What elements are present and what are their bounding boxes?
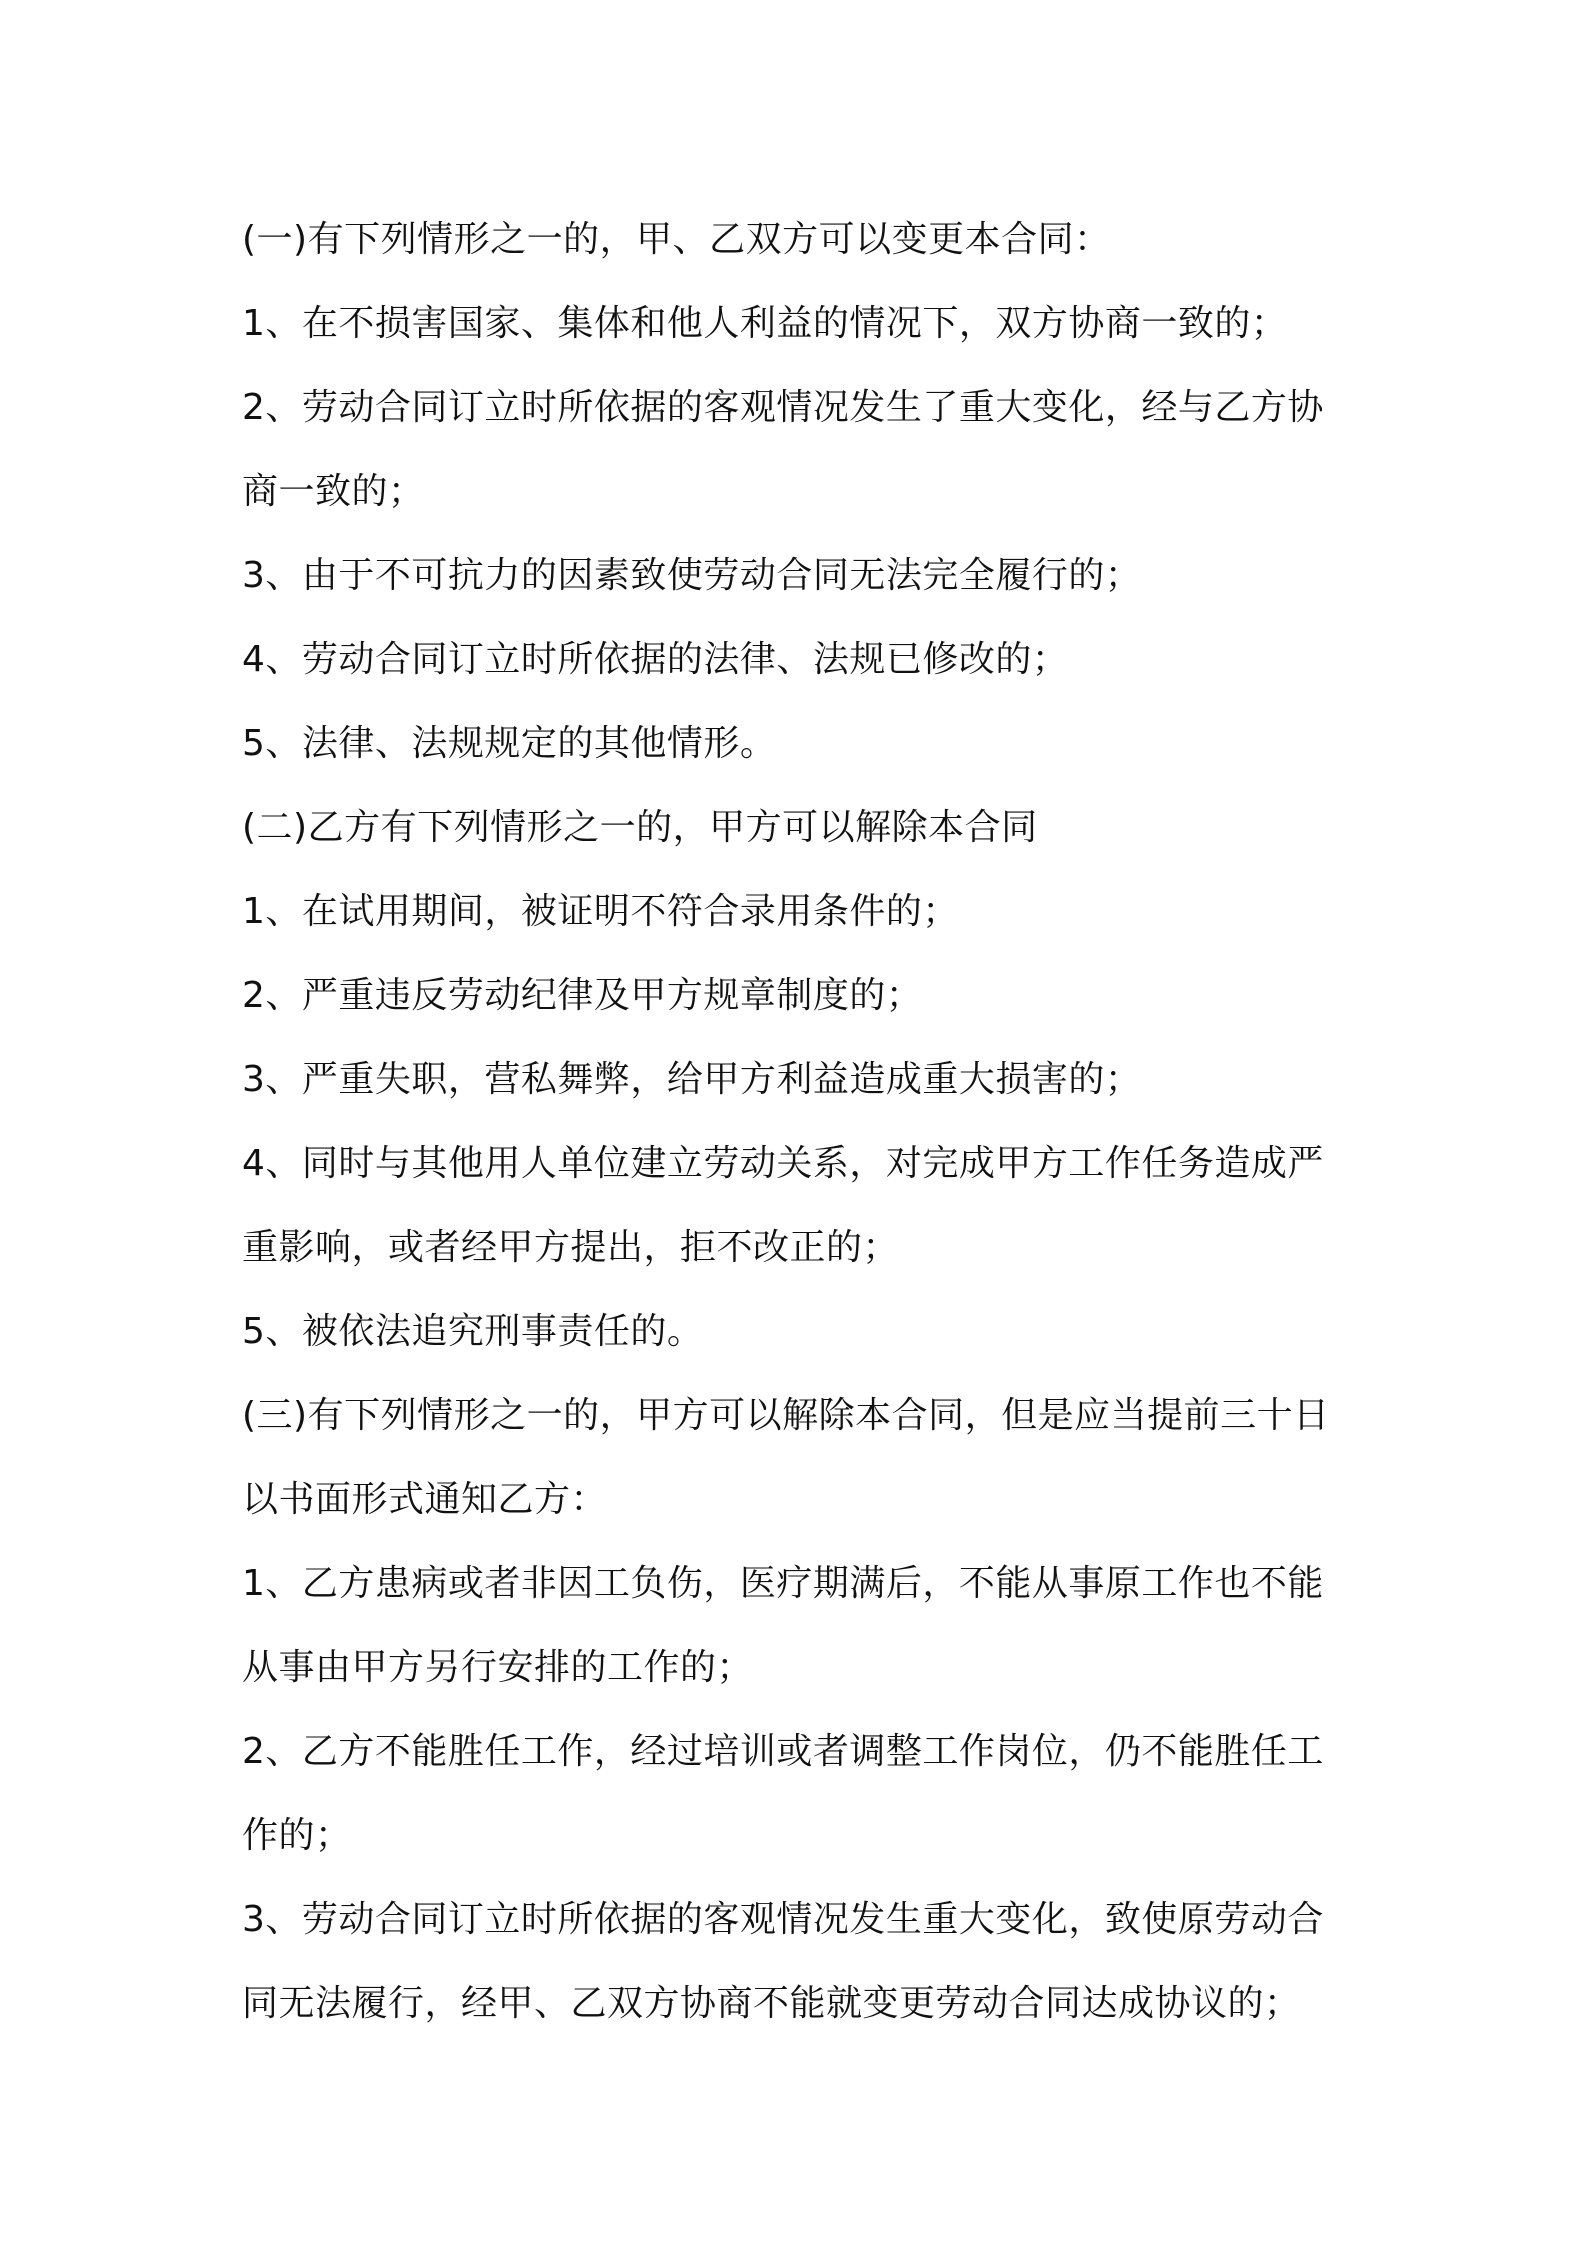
clause-line: 2、乙方不能胜任工作，经过培训或者调整工作岗位，仍不能胜任工 bbox=[242, 1731, 1324, 1772]
clause-line: 3、严重失职，营私舞弊，给甲方利益造成重大损害的； bbox=[242, 1059, 1142, 1100]
clause-line-continuation: 从事由甲方另行安排的工作的； bbox=[242, 1647, 754, 1688]
clause-line-continuation: 作的； bbox=[242, 1815, 352, 1856]
clause-line: 3、由于不可抗力的因素致使劳动合同无法完全履行的； bbox=[242, 555, 1142, 596]
clause-line: 1、在不损害国家、集体和他人利益的情况下，双方协商一致的； bbox=[242, 303, 1288, 344]
clause-line-continuation: 商一致的； bbox=[242, 471, 425, 512]
clause-line: 5、法律、法规规定的其他情形。 bbox=[242, 723, 777, 764]
clause-line: 1、在试用期间，被证明不符合录用条件的； bbox=[242, 891, 959, 932]
clause-line: 4、同时与其他用人单位建立劳动关系，对完成甲方工作任务造成严 bbox=[242, 1143, 1324, 1184]
clause-line: 1、乙方患病或者非因工负伤，医疗期满后，不能从事原工作也不能 bbox=[242, 1563, 1324, 1604]
section-heading-2: (二)乙方有下列情形之一的，甲方可以解除本合同 bbox=[242, 807, 1038, 848]
clause-line: 2、劳动合同订立时所依据的客观情况发生了重大变化，经与乙方协 bbox=[242, 387, 1324, 428]
clause-line: 2、严重违反劳动纪律及甲方规章制度的； bbox=[242, 975, 923, 1016]
section-heading-1: (一)有下列情形之一的，甲、乙双方可以变更本合同： bbox=[242, 219, 1111, 260]
document-body bbox=[242, 198, 1372, 2046]
section-heading-continuation: 以书面形式通知乙方： bbox=[242, 1479, 608, 1520]
clause-line-continuation: 同无法履行，经甲、乙双方协商不能就变更劳动合同达成协议的； bbox=[242, 1983, 1301, 2024]
clause-line: 5、被依法追究刑事责任的。 bbox=[242, 1311, 704, 1352]
clause-line-continuation: 重影响，或者经甲方提出，拒不改正的； bbox=[242, 1227, 900, 1268]
clause-line: 4、劳动合同订立时所依据的法律、法规已修改的； bbox=[242, 639, 1069, 680]
clause-line: 3、劳动合同订立时所依据的客观情况发生重大变化，致使原劳动合 bbox=[242, 1899, 1324, 1940]
section-heading-3: (三)有下列情形之一的，甲方可以解除本合同，但是应当提前三十日 bbox=[242, 1395, 1330, 1436]
